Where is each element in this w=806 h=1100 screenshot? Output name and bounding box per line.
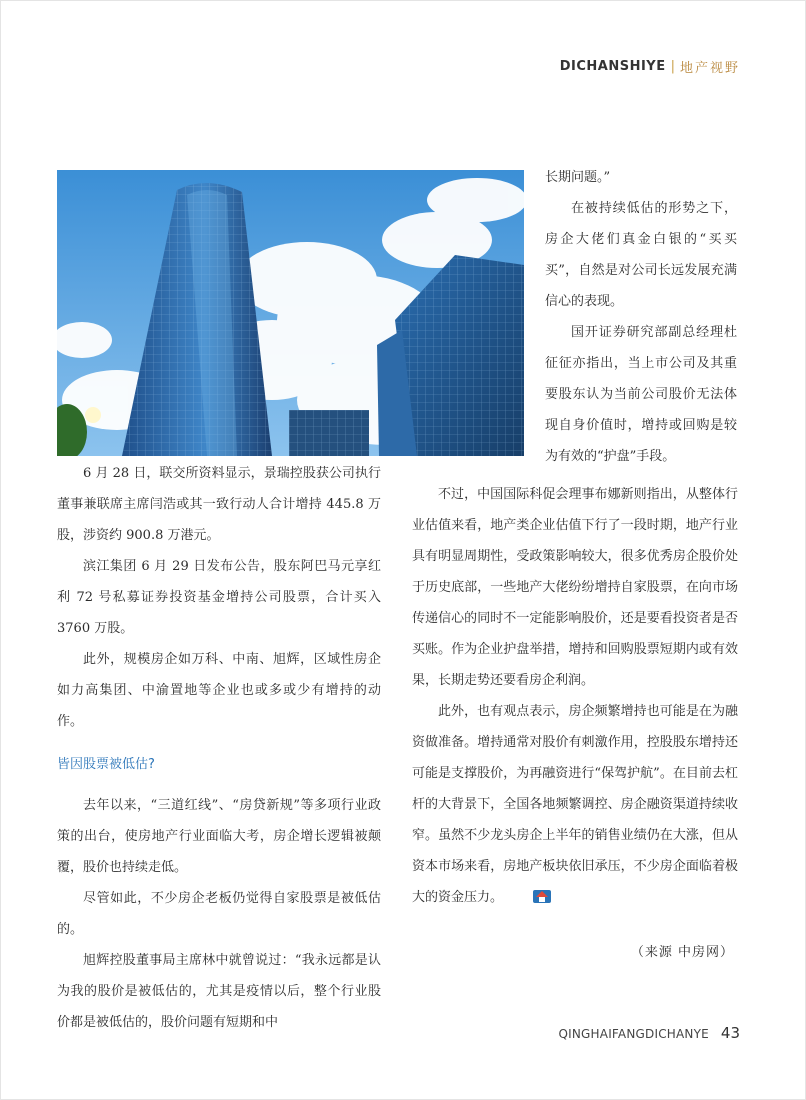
footer-magazine-name: QINGHAIFANGDICHANYE (558, 1027, 709, 1041)
paragraph: 去年以来，“三道红线”、“房贷新规”等多项行业政策的出台，使房地产行业面临大考，房企增长逻辑被颠覆，股价也持续走低。 (57, 798, 381, 875)
left-column (57, 458, 381, 1038)
page-header (560, 57, 740, 76)
paragraph: 此外，规模房企如万科、中南、旭辉，区域性房企如力高集团、中渝置地等企业也或多或少有增持的动作。 (57, 652, 381, 729)
paragraph-text: 此外，也有观点表示，房企频繁增持也可能是在为融资做准备。增持通常对股价有刺激作用，控股股东增持还可能是支撑股价，为再融资进行“保驾护航”。在目前去杠杆的大背景下，全国各地频繁调控、房企融资渠道持续收窄。虽然不少龙头房企上半年的销售业绩仍在大涨，但从资本市场来看，房地产板块依旧承压，不少房企面临着极大的资金压力。 (412, 704, 738, 905)
house-logo-icon (507, 884, 525, 900)
source-credit: （来源 中房网） (630, 945, 734, 960)
skyscraper-photo (57, 170, 524, 456)
paragraph: 6 月 28 日，联交所资料显示，景瑞控股获公司执行董事兼联席主席闫浩或其一致行动人合计增持 445.8 万股，涉资约 900.8 万港元。 (57, 466, 381, 543)
header-brand: DICHANSHIYE (559, 59, 666, 74)
paragraph: 在被持续低估的形势之下，房企大佬们真金白银的“买买买”，自然是对公司长远发展充满信心的表现。 (545, 201, 737, 309)
section-subheading: 皆因股票被低估? (57, 757, 155, 772)
paragraph: 尽管如此，不少房企老板仍觉得自家股票是被低估的。 (57, 891, 381, 937)
header-section: 地产视野 (679, 61, 740, 76)
paragraph: 滨江集团 6 月 29 日发布公告，股东阿巴马元享红利 72 号私募证券投资基金增持公司股票，合计买入 3760 万股。 (57, 559, 381, 636)
right-column-top (545, 162, 737, 472)
right-column (412, 479, 738, 913)
paragraph: 不过，中国国际科促会理事布娜新则指出，从整体行业估值来看，地产类企业估值下行了一段时期，地产行业具有明显周期性，受政策影响较大，很多优秀房企股价处于历史底部，一些地产大佬纷纷增持自家股票，在向市场传递信心的同时不一定能影响股价，还是要看投资者是否买账。作为企业护盘举措，增持和回购股票短期内或有效果，长期走势还要看房企利润。 (412, 487, 738, 688)
page-footer (559, 1024, 741, 1042)
paragraph: 长期问题。” (545, 170, 611, 185)
paragraph: 国开证券研究部副总经理杜征征亦指出，当上市公司及其重要股东认为当前公司股价无法体现自身价值时，增持或回购是较为有效的“护盘”手段。 (545, 325, 737, 464)
paragraph-last (412, 696, 738, 913)
page-number: 43 (720, 1024, 740, 1042)
header-separator: | (670, 59, 675, 74)
paragraph: 旭辉控股董事局主席林中就曾说过：“我永远都是认为我的股价是被低估的，尤其是疫情以后，整个行业股价都是被低估的，股价问题有短期和中 (57, 953, 381, 1030)
